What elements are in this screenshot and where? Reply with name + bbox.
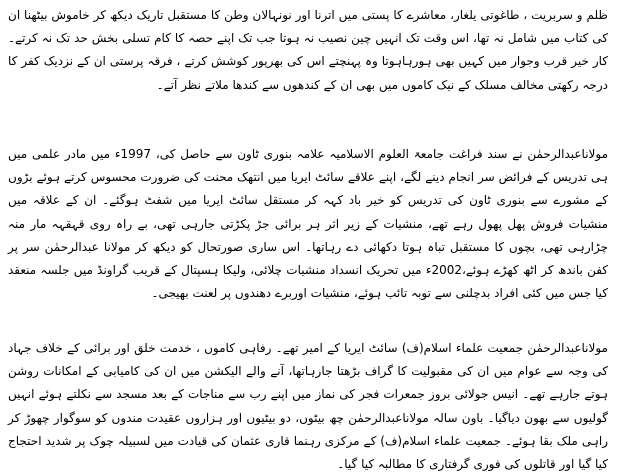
paragraph-2: مولاناعبدالرحمٰن نے سند فراغت جامعۃ العلوم الاسلامیہ علامہ بنوری ٹاون سے حاصل کی، 1997ء میں مادر علمی میں ہی تدریس کے فرائض سر انجام دینے لگے، اپنے علاقے سائٹ ایریا میں انتھک محنت کی ضرورت محسوس کرتے ہوئے بڑوں کے مشورے سے بنوری ٹاون کی تدریس کو خیر باد کہہ کر مستقل سائٹ ایریا میں شفٹ ہوگئے۔ ان کے علاقہ میں منشیات فروش پھل پھول رہے تھے، منشیات کے زیر اثر ہر برائی جڑ پکڑتی جارہی تھی، بے راہ روی قہقہہ مار منہ چڑارہی تھی، بچوں کا مستقبل تباہ ہوتا دکھائی دے رہاتھا۔ اس ساری صورتحال کو دیکھ کر مولانا عبدالرحمٰن سر پر کفن باندھ کر اٹھ کھڑے ہوئے،2002ء میں تحریک انسداد منشیات چلائی، ولیکا ہسپتال کے قریب گراونڈ میں جلسہ منعقد کیا جس میں کئی افراد بدچلنی سے توبہ تائب ہوئے، منشیات اوربرے دھندوں پر لعنت بھیجی۔ bbox=[8, 147, 609, 301]
paragraph-1: ظلم و سربریت ، طاغوتی یلغار، معاشرے کا پستی میں اترنا اور نونہالان وطن کا مستقبل تاریک دیکھ کر خاموش بیٹھنا ان کی کتاب میں شامل نہ تھا، اس وقت تک انہیں چین نصیب نہ ہوتا جب تک اپنے حصہ کا کام تسلی بخش حد تک نہ کرتے۔ کار خیر قرب وجوار میں کہیں بھی ہورہاہوتا وہ پہنچتے اس کی بھرپور کوشش کرتے ، فرقہ پرستی ان کے نزدیک کفر کا درجہ رکھتی مخالف مسلک کے نیک کاموں میں بھی ان کے کندھوں سے کندھا ملاتے نظر آتے۔ bbox=[8, 8, 608, 92]
paragraph-3: مولاناعبدالرحمٰن جمعیت علماء اسلام(ف) سائٹ ایریا کے امیر تھے۔ رفاہی کاموں ، خدمت خلق اور برائی کے خلاف جہاد کی وجہ سے عوام میں ان کی مقبولیت کا گراف بڑھتا جارہاتھا، آنے والے الیکشن میں ان کی کامیابی کے امکانات روشن ہوتے جارہے تھے۔ انیس جولائی بروز جمعرات فجر کی نماز میں اپنے رب سے مناجات کے بعد مسجد سے نکلتے ہوئے انہیں گولیوں سے بھون دیاگیا۔ باون سالہ مولاناعبدالرحمٰن چھ بیٹوں، دو بیٹیوں اور ہزاروں عقیدت مندوں کو سوگوار چھوڑ کر راہی ملک بقا ہوئے۔ جمعیت علماء اسلام(ف) کے مرکزی رہنما قاری عثمان کی قیادت میں لسبیلہ چوک پر شدید احتجاج کیا گیا اور قاتلوں کی فوری گرفتاری کا مطالبہ کیا گیا۔ bbox=[8, 341, 608, 472]
